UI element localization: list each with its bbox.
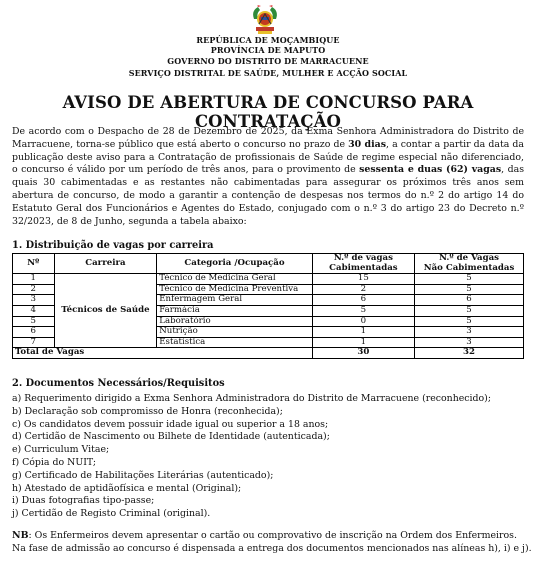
- table-row: [13, 274, 524, 285]
- table-total-row: [13, 348, 524, 359]
- nb-line-1: [12, 529, 532, 542]
- list-item: g) Certificado de Habilitações Literárias (autenticado);: [12, 469, 274, 481]
- nb-text-1: : Os Enfermeiros devem apresentar o cartão ou comprovativo de inscrição na Ordem dos Enfermeiros.: [28, 530, 517, 541]
- intro-paragraph: [12, 126, 524, 228]
- row-categoria: Estatística: [157, 337, 312, 348]
- row-categoria: Laboratório: [157, 316, 312, 327]
- header-cab-line2: Cabimentadas: [329, 262, 398, 273]
- list-item: e) Curriculum Vitae;: [12, 444, 110, 456]
- list-item: j) Certidão de Registo Criminal (original).: [12, 508, 211, 520]
- section-1-title: 1. Distribuição de vagas por carreira: [12, 240, 214, 251]
- row-ncab: 3: [415, 337, 524, 348]
- header-carreira: Carreira: [54, 254, 157, 274]
- section-2-title: 2. Documentos Necessários/Requisitos: [12, 378, 225, 389]
- list-item: d) Certidão de Nascimento ou Bilhete de Identidade (autenticada);: [12, 431, 330, 443]
- row-num: 7: [13, 337, 55, 348]
- row-ncab: 5: [415, 305, 524, 316]
- row-cab: 1: [312, 327, 414, 338]
- total-label: Total de Vagas: [13, 348, 313, 359]
- row-cab: 1: [312, 337, 414, 348]
- row-cab: 0: [312, 316, 414, 327]
- total-cab: 30: [312, 348, 414, 359]
- row-categoria: Farmácia: [157, 305, 312, 316]
- list-item: c) Os candidatos devem possuir idade igual ou superior a 18 anos;: [12, 418, 329, 430]
- header-ncab-line2: Não Cabimentadas: [423, 262, 515, 273]
- documents-list: [12, 393, 524, 521]
- header-country: REPÚBLICA DE MOÇAMBIQUE: [196, 35, 340, 45]
- intro-vacancies: sessenta e duas (62) vagas: [359, 164, 502, 176]
- row-ncab: 5: [415, 274, 524, 285]
- row-cab: 5: [312, 305, 414, 316]
- intro-text-1: De acordo com o Despacho de 28 de Dezembro de 2025, da Exma Senhora Administradora do Distrito de Marracuene, torna-se público que está aberto o concurso no prazo de: [12, 126, 524, 150]
- header-government: GOVERNO DO DISTRITO DE MARRACUENE: [167, 56, 369, 66]
- header-cabimentadas: [312, 254, 414, 274]
- header-nao-cabimentadas: [415, 254, 524, 274]
- row-num: 4: [13, 305, 55, 316]
- row-cab: 2: [312, 284, 414, 295]
- row-categoria: Enfermagem Geral: [157, 295, 312, 306]
- table-header-row: [13, 254, 524, 274]
- vacancies-table: [12, 253, 524, 359]
- list-item: b) Declaração sob compromisso de Honra (reconhecida);: [12, 405, 283, 417]
- header-province: PROVÍNCIA DE MAPUTO: [210, 45, 326, 55]
- header-ncab-line1: N.º de Vagas: [439, 253, 499, 263]
- intro-text-3: , das quais 30 cabimentadas e as restantes não cabimentadas para assegurar os próximos três anos sem abertura de concurso, de modo a garantir a contenção de despesas nos termos do n.º 2 do artigo 14 do Estatuto Geral dos Funcionários e Agentes do Estado, conjugado com o n.º 3 do artigo 23 do Decreto n.º 32/2023, de 8 de Junho, segunda a tabela abaixo:: [12, 164, 525, 227]
- notice-title: AVISO DE ABERTURA DE CONCURSO PARA CONTRATAÇÃO: [62, 93, 474, 131]
- row-num: 6: [13, 327, 55, 338]
- coat-of-arms-icon: [248, 5, 282, 35]
- nb-line-2: Na fase de admissão ao concurso é dispensada a entrega dos documentos mencionados nas alíneas h), i) e j).: [12, 543, 532, 554]
- intro-duration: 30 dias: [348, 138, 386, 150]
- row-cab: 6: [312, 295, 414, 306]
- list-item: h) Atestado de aptidãofísica e mental (Original);: [12, 482, 242, 494]
- list-item: i) Duas fotografias tipo-passe;: [12, 495, 155, 507]
- row-ncab: 5: [415, 316, 524, 327]
- row-ncab: 5: [415, 284, 524, 295]
- list-item: f) Cópia do NUIT;: [12, 456, 97, 468]
- list-item: a) Requerimento dirigido a Exma Senhora Administradora do Distrito de Marracuene (reconhecido);: [12, 393, 491, 404]
- row-cab: 15: [312, 274, 414, 285]
- header-categoria: Categoria /Ocupação: [157, 254, 312, 274]
- row-ncab: 3: [415, 327, 524, 338]
- nb-label: NB: [12, 530, 29, 541]
- row-categoria: Nutrição: [157, 327, 312, 338]
- row-num: 3: [13, 295, 55, 306]
- header-cab-line1: N.º de vagas: [333, 253, 393, 263]
- header-num: Nº: [13, 254, 55, 274]
- nb-note: [12, 529, 532, 555]
- row-categoria: Técnico de Medicina Preventiva: [157, 284, 312, 295]
- row-categoria: Técnico de Medicina Geral: [157, 274, 312, 285]
- carreira-cell: Técnicos de Saúde: [54, 274, 157, 348]
- row-ncab: 6: [415, 295, 524, 306]
- total-ncab: 32: [415, 348, 524, 359]
- row-num: 2: [13, 284, 55, 295]
- row-num: 1: [13, 274, 55, 285]
- row-num: 5: [13, 316, 55, 327]
- intro-text-2: , a contar a partir da data da publicação deste aviso para a Contratação de profissionais de Saúde de regime especial não diferenciado, o concurso é válido por um período de três anos, para o provimento de: [12, 138, 524, 176]
- header-service: SERVIÇO DISTRITAL DE SAÚDE, MULHER E ACÇÃO SOCIAL: [128, 68, 408, 78]
